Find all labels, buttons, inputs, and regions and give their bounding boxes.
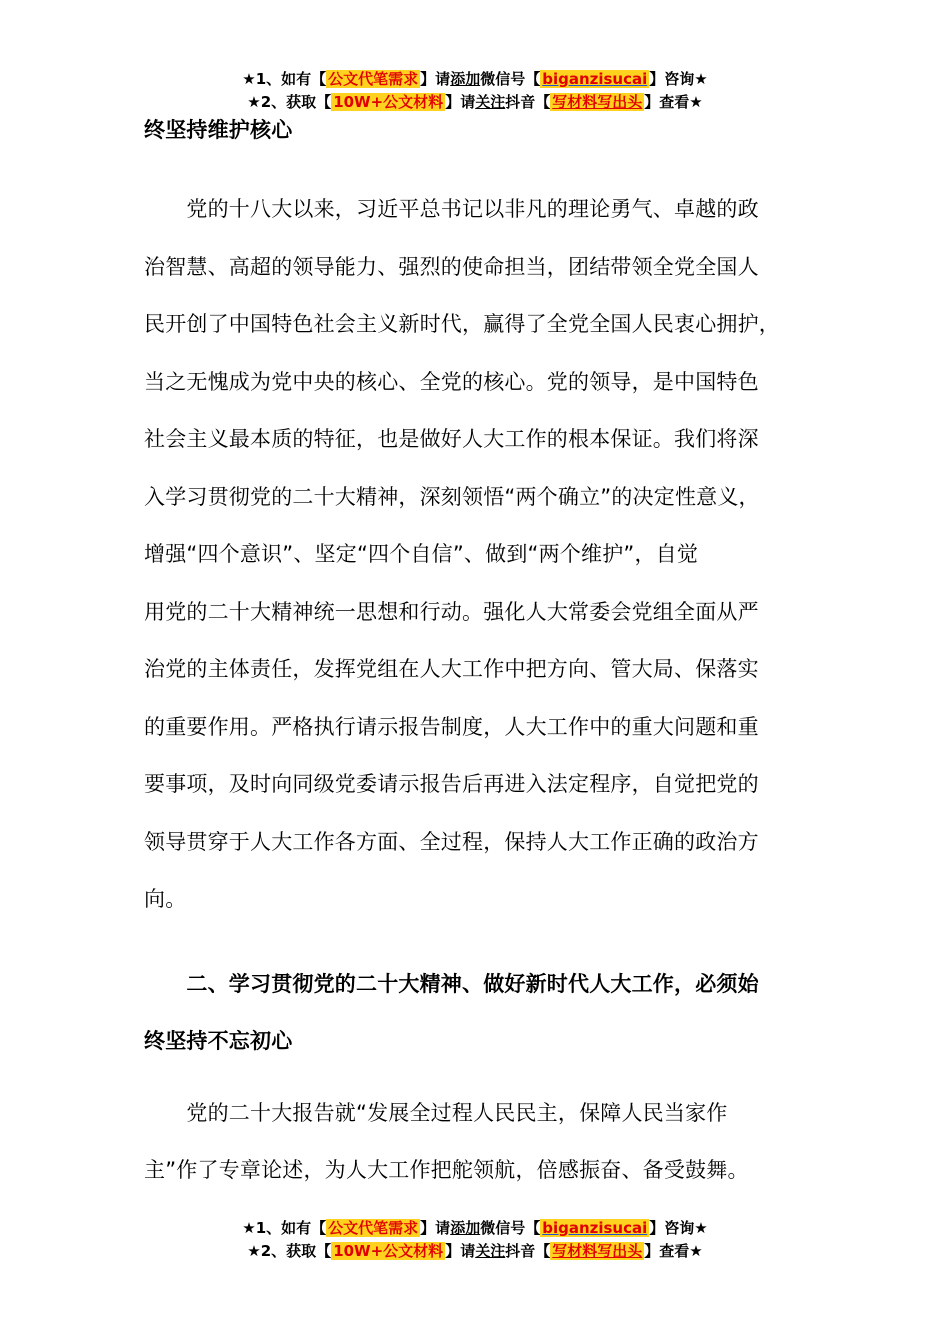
paragraph-1 bbox=[144, 181, 834, 929]
document-body bbox=[144, 115, 834, 1200]
header-wechat-label: 微信号【 bbox=[480, 70, 541, 88]
paragraph-line: 主”作了专章论述，为人大工作把舵领航，倍感振奋、备受鼓舞。 bbox=[144, 1158, 749, 1182]
header-line-1 bbox=[0, 68, 950, 91]
header-line-2 bbox=[0, 91, 950, 114]
footer-line-2-text: 】请 bbox=[445, 1242, 476, 1260]
footer-douyin-account-link[interactable]: 写材料写出头 bbox=[552, 1242, 643, 1260]
footer-ghostwriting-highlight: 公文代笔需求 bbox=[328, 1219, 419, 1237]
header-line-1-prefix: ★1、如有【 bbox=[242, 70, 327, 88]
footer-line-1 bbox=[0, 1217, 950, 1240]
footer-line-2 bbox=[0, 1240, 950, 1263]
footer-banner bbox=[0, 1217, 950, 1263]
paragraph-line: 民开创了中国特色社会主义新时代，赢得了全党全国人民衷心拥护， bbox=[144, 312, 780, 336]
paragraph-line: 的重要作用。严格执行请示报告制度，人大工作中的重大问题和重 bbox=[144, 714, 759, 739]
header-line-2-prefix: ★2、获取【 bbox=[247, 93, 332, 111]
paragraph-line: 要事项，及时向同级党委请示报告后再进入法定程序，自觉把党的 bbox=[144, 772, 759, 796]
footer-line-1-prefix: ★1、如有【 bbox=[242, 1219, 327, 1237]
header-wechat-id-link[interactable]: biganzisucai bbox=[542, 70, 648, 88]
header-douyin-label: 抖音【 bbox=[505, 93, 551, 111]
header-ghostwriting-highlight: 公文代笔需求 bbox=[328, 70, 419, 88]
header-add-underlined: 添加 bbox=[450, 70, 481, 88]
paragraph-line: 治党的主体责任，发挥党组在人大工作中把方向、管大局、保落实 bbox=[144, 657, 759, 681]
footer-line-1-suffix: 】咨询★ bbox=[649, 1219, 708, 1237]
footer-douyin-label: 抖音【 bbox=[505, 1242, 551, 1260]
footer-wechat-id-link[interactable]: biganzisucai bbox=[542, 1219, 648, 1237]
paragraph-line: 向。 bbox=[144, 887, 187, 911]
paragraph-line: 社会主义最本质的特征，也是做好人大工作的根本保证。我们将深 bbox=[144, 427, 759, 451]
footer-materials-highlight: 10W+公文材料 bbox=[333, 1242, 444, 1260]
paragraph-line: 党的二十大报告就“发展全过程人民民主，保障人民当家作 bbox=[144, 1100, 728, 1125]
header-line-2-text: 】请 bbox=[445, 93, 476, 111]
heading-line: 二、学习贯彻党的二十大精神、做好新时代人大工作，必须始 bbox=[144, 971, 759, 996]
header-materials-highlight: 10W+公文材料 bbox=[333, 93, 444, 111]
section-heading-2 bbox=[144, 956, 834, 1071]
paragraph-2 bbox=[144, 1085, 834, 1200]
paragraph-gap bbox=[144, 1071, 834, 1085]
header-banner bbox=[0, 68, 950, 114]
paragraph-line: 入学习贯彻党的二十大精神，深刻领悟“两个确立”的决定性意义， bbox=[144, 484, 760, 509]
paragraph-line: 党的十八大以来，习近平总书记以非凡的理论勇气、卓越的政 bbox=[144, 197, 759, 221]
footer-wechat-label: 微信号【 bbox=[480, 1219, 541, 1237]
paragraph-line: 增强“四个意识”、坚定“四个自信”、做到“两个维护”，自觉 bbox=[144, 542, 699, 566]
footer-line-1-text: 】请 bbox=[420, 1219, 451, 1237]
paragraph-line: 用党的二十大精神统一思想和行动。强化人大常委会党组全面从严 bbox=[144, 599, 759, 624]
header-douyin-account-link[interactable]: 写材料写出头 bbox=[552, 93, 643, 111]
footer-line-2-suffix: 】查看★ bbox=[644, 1242, 703, 1260]
heading-line: 终坚持不忘初心 bbox=[144, 1029, 293, 1053]
footer-follow-underlined: 关注 bbox=[475, 1242, 506, 1260]
paragraph-line: 治智慧、高超的领导能力、强烈的使命担当，团结带领全党全国人 bbox=[144, 254, 759, 279]
section-heading-1-tail: 终坚持维护核心 bbox=[144, 118, 293, 142]
header-line-1-suffix: 】咨询★ bbox=[649, 70, 708, 88]
paragraph-line: 当之无愧成为党中央的核心、全党的核心。党的领导，是中国特色 bbox=[144, 369, 759, 394]
paragraph-line: 领导贯穿于人大工作各方面、全过程，保持人大工作正确的政治方 bbox=[144, 829, 759, 854]
paragraph-gap bbox=[144, 929, 834, 956]
header-follow-underlined: 关注 bbox=[475, 93, 506, 111]
footer-add-underlined: 添加 bbox=[450, 1219, 481, 1237]
footer-line-2-prefix: ★2、获取【 bbox=[247, 1242, 332, 1260]
header-line-1-text: 】请 bbox=[420, 70, 451, 88]
header-line-2-suffix: 】查看★ bbox=[644, 93, 703, 111]
